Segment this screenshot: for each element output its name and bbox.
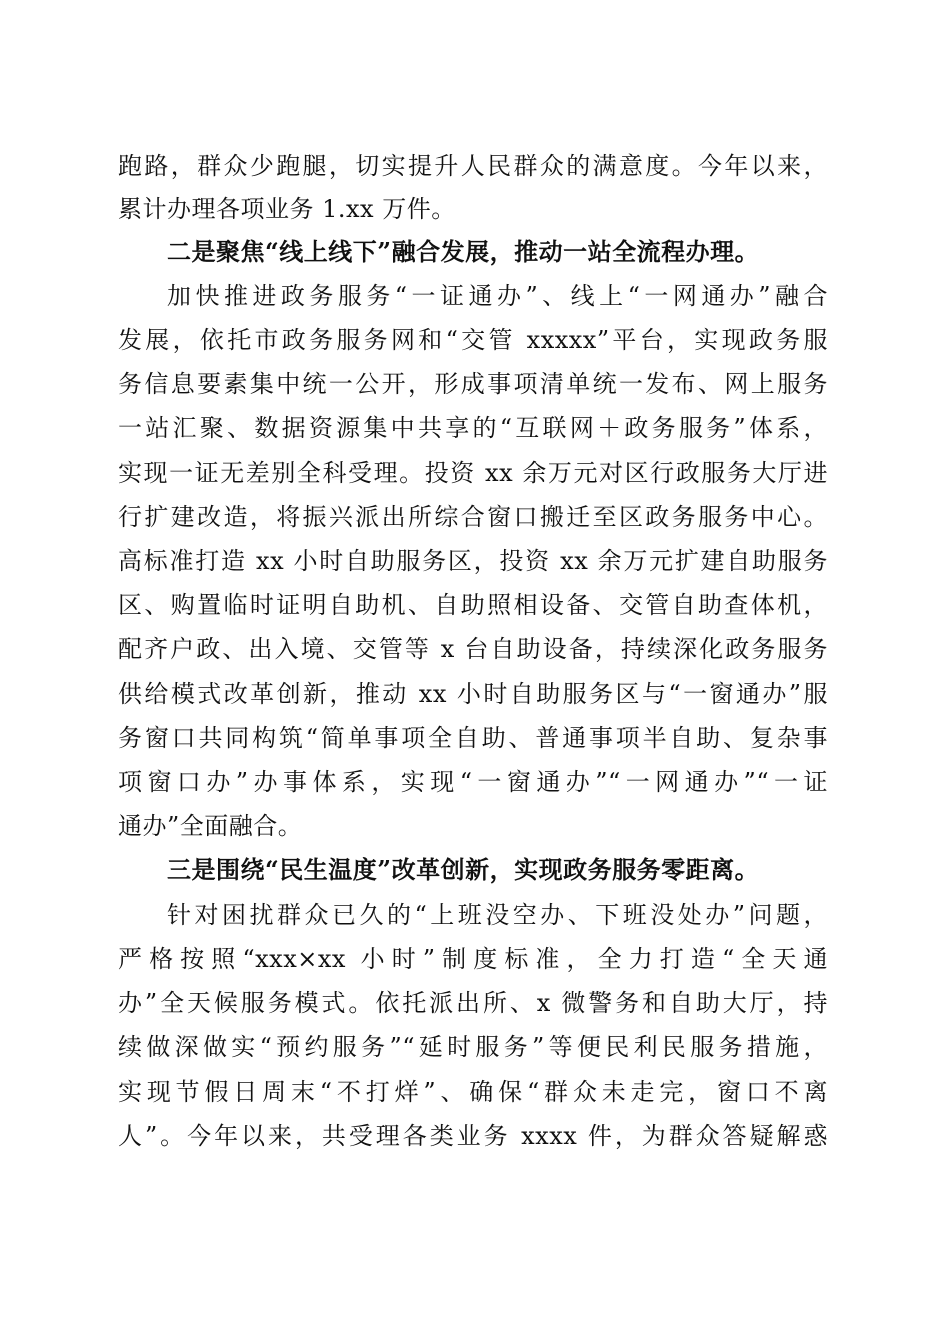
body-line: 项窗口办”办事体系，实现“一窗通办”“一网通办”“一证 bbox=[118, 768, 828, 796]
body-line: 区、购置临时证明自助机、自助照相设备、交管自助查体机， bbox=[118, 591, 828, 619]
body-line: 针对困扰群众已久的“上班没空办、下班没处办”问题， bbox=[167, 901, 828, 929]
section-heading-3: 三是围绕“民生温度”改革创新，实现政务服务零距离。 bbox=[167, 855, 760, 884]
body-line: 发展，依托市政务服务网和“交管 xxxxx”平台，实现政务服 bbox=[118, 326, 828, 354]
section-heading-2: 二是聚焦“线上线下”融合发展，推动一站全流程办理。 bbox=[167, 237, 760, 266]
body-line: 累计办理各项业务 1.xx 万件。 bbox=[118, 195, 456, 223]
body-line: 配齐户政、出入境、交管等 x 台自助设备，持续深化政务服务 bbox=[118, 635, 828, 663]
body-line: 通办”全面融合。 bbox=[118, 812, 303, 840]
body-line: 一站汇聚、数据资源集中共享的“互联网＋政务服务”体系， bbox=[118, 414, 828, 442]
body-line: 续做深做实“预约服务”“延时服务”等便民利民服务措施， bbox=[118, 1033, 828, 1061]
body-line: 严格按照“xxx×xx 小时”制度标准，全力打造“全天通 bbox=[118, 945, 828, 973]
body-line: 供给模式改革创新，推动 xx 小时自助服务区与“一窗通办”服 bbox=[118, 680, 828, 708]
body-line: 办”全天候服务模式。依托派出所、x 微警务和自助大厅，持 bbox=[118, 989, 828, 1017]
body-line: 人”。今年以来，共受理各类业务 xxxx 件，为群众答疑解惑 bbox=[118, 1122, 828, 1150]
body-line: 跑路，群众少跑腿，切实提升人民群众的满意度。今年以来， bbox=[118, 152, 828, 180]
body-line: 务信息要素集中统一公开，形成事项清单统一发布、网上服务 bbox=[118, 370, 828, 398]
body-line: 高标准打造 xx 小时自助服务区，投资 xx 余万元扩建自助服务 bbox=[118, 547, 828, 575]
body-line: 加快推进政务服务“一证通办”、线上“一网通办”融合 bbox=[167, 282, 828, 310]
body-line: 实现一证无差别全科受理。投资 xx 余万元对区行政服务大厅进 bbox=[118, 459, 828, 487]
body-line: 实现节假日周末“不打烊”、确保“群众未走完，窗口不离 bbox=[118, 1078, 828, 1106]
body-line: 行扩建改造，将振兴派出所综合窗口搬迁至区政务服务中心。 bbox=[118, 503, 828, 531]
body-line: 务窗口共同构筑“简单事项全自助、普通事项半自助、复杂事 bbox=[118, 724, 828, 752]
